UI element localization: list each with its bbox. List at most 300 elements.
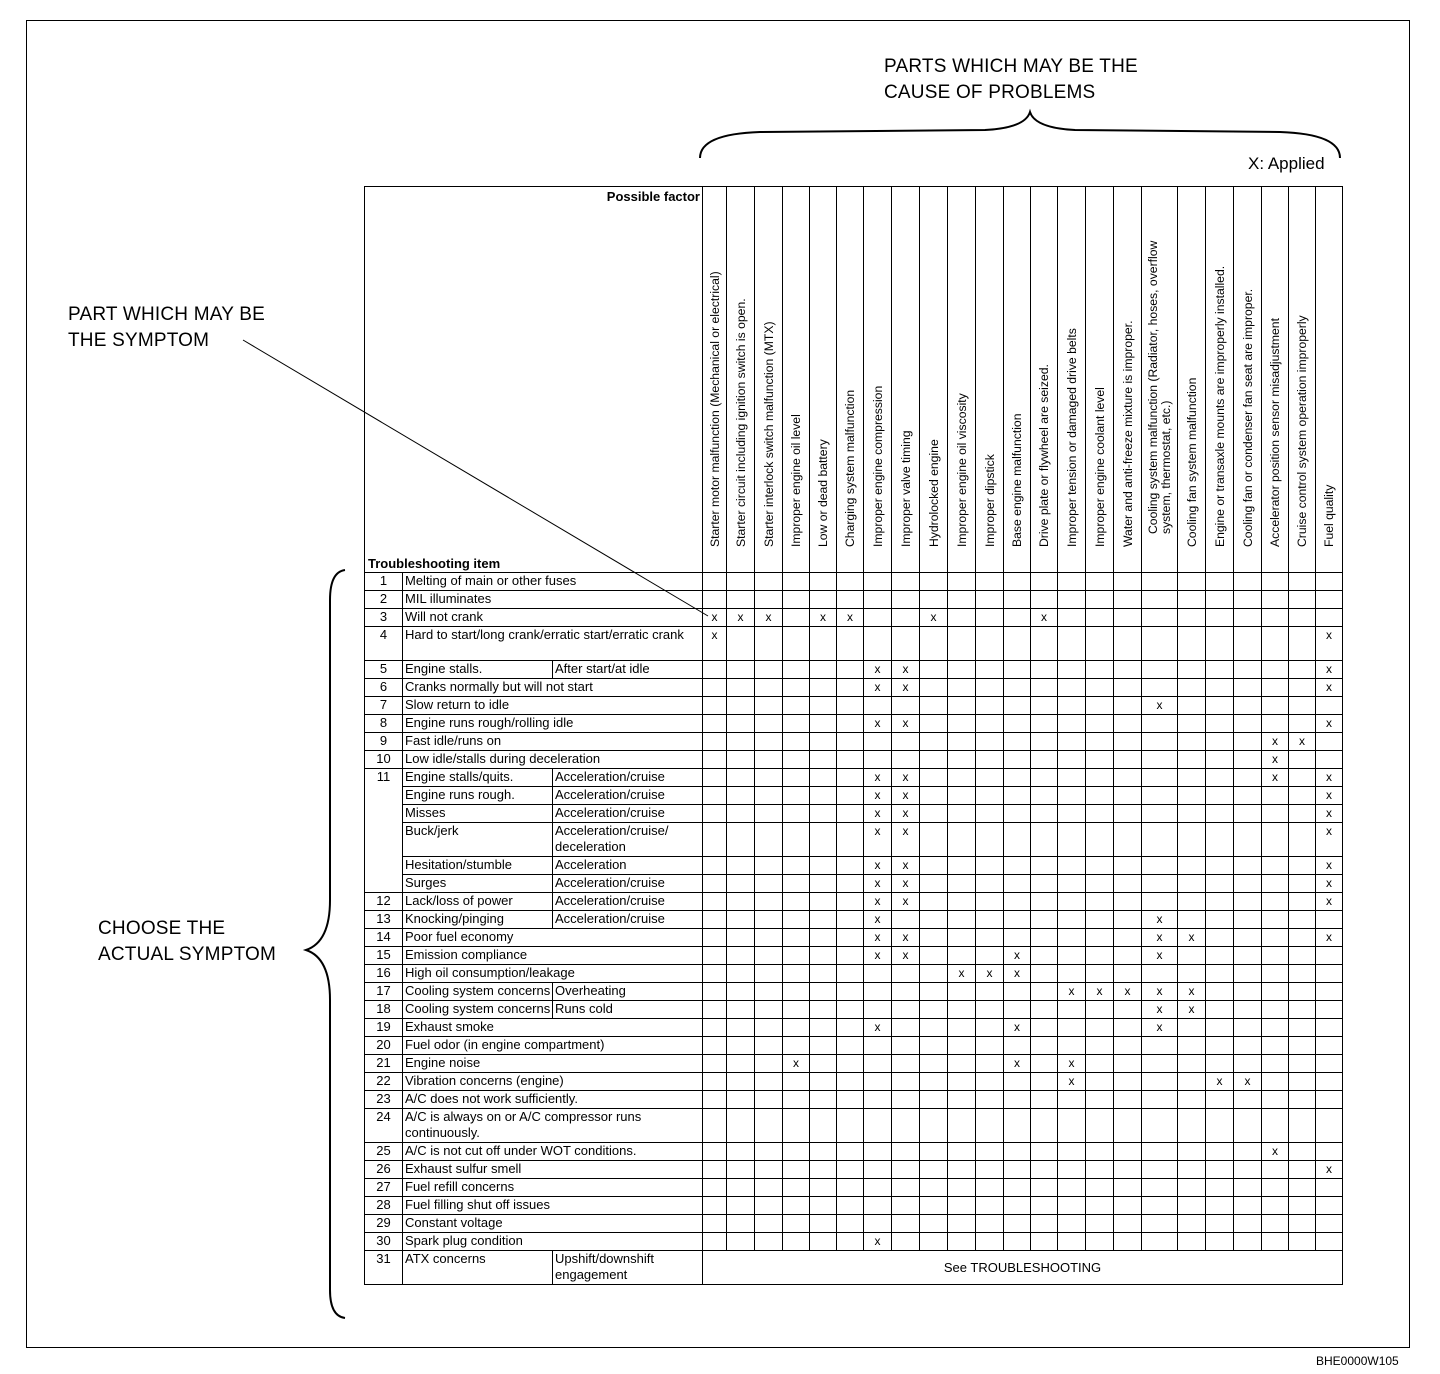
factor-cell [1206, 609, 1234, 627]
factor-cell [1234, 947, 1262, 965]
factor-cell [1234, 679, 1262, 697]
factor-cell [837, 733, 864, 751]
applied-mark: x [1316, 661, 1343, 679]
factor-cell [755, 1143, 783, 1161]
row-number [365, 787, 403, 805]
factor-cell [1031, 661, 1058, 679]
factor-cell [1206, 911, 1234, 929]
factor-cell [1206, 875, 1234, 893]
factor-cell [1289, 1073, 1316, 1091]
applied-mark: x [1142, 929, 1178, 947]
factor-cell [1142, 1073, 1178, 1091]
table-row [365, 1233, 1343, 1251]
row-number: 19 [365, 1019, 403, 1037]
factor-cell [727, 751, 755, 769]
factor-cell [1289, 715, 1316, 733]
row-number: 30 [365, 1233, 403, 1251]
factor-cell [976, 733, 1004, 751]
factor-cell [1114, 823, 1142, 857]
symptom-cell: Surges [403, 875, 553, 893]
factor-cell [1058, 1001, 1086, 1019]
factor-cell [703, 787, 727, 805]
factor-cell [1142, 1179, 1178, 1197]
factor-cell [755, 965, 783, 983]
applied-mark: x [892, 823, 920, 857]
factor-cell [1234, 805, 1262, 823]
row-number: 3 [365, 609, 403, 627]
applied-mark: x [864, 805, 892, 823]
factor-cell [810, 857, 837, 875]
factor-header [1262, 187, 1289, 573]
factor-cell [837, 1109, 864, 1143]
factor-cell [1058, 911, 1086, 929]
parts-brace [700, 112, 1340, 158]
factor-cell [1142, 805, 1178, 823]
condition-cell: Runs cold [553, 1001, 703, 1019]
applied-mark: x [864, 875, 892, 893]
table-row [365, 911, 1343, 929]
factor-cell [1178, 947, 1206, 965]
factor-cell [1086, 769, 1114, 787]
factor-cell [755, 627, 783, 661]
condition-cell: Acceleration/cruise [553, 893, 703, 911]
factor-cell [810, 627, 837, 661]
factor-cell [810, 1161, 837, 1179]
factor-cell [920, 1055, 948, 1073]
applied-mark: x [837, 609, 864, 627]
factor-cell [1114, 1215, 1142, 1233]
factor-cell [892, 911, 920, 929]
row-number: 6 [365, 679, 403, 697]
factor-cell [1289, 1143, 1316, 1161]
factor-cell [703, 911, 727, 929]
factor-cell [1289, 1055, 1316, 1073]
factor-cell [1142, 857, 1178, 875]
factor-cell [727, 1091, 755, 1109]
symptom-cell: Cranks normally but will not start [403, 679, 703, 697]
factor-cell [1086, 1197, 1114, 1215]
factor-cell [837, 805, 864, 823]
factor-cell [948, 1109, 976, 1143]
factor-cell [1289, 1233, 1316, 1251]
factor-header [727, 187, 755, 573]
factor-cell [755, 1055, 783, 1073]
factor-cell [1206, 787, 1234, 805]
applied-mark: x [1142, 947, 1178, 965]
factor-cell [755, 857, 783, 875]
factor-cell [1289, 591, 1316, 609]
factor-cell [1142, 965, 1178, 983]
factor-cell [1058, 1091, 1086, 1109]
factor-cell [1262, 1055, 1289, 1073]
factor-cell [920, 679, 948, 697]
factor-cell [1234, 1091, 1262, 1109]
factor-cell [1086, 875, 1114, 893]
factor-cell [1031, 1197, 1058, 1215]
factor-cell [1234, 1143, 1262, 1161]
factor-cell [1289, 857, 1316, 875]
factor-cell [837, 929, 864, 947]
symptom-cell: Fuel filling shut off issues [403, 1197, 703, 1215]
factor-cell [920, 947, 948, 965]
factor-cell [1142, 1215, 1178, 1233]
symptom-cell: Fast idle/runs on [403, 733, 703, 751]
factor-cell [1206, 929, 1234, 947]
factor-cell [703, 1233, 727, 1251]
factor-cell [892, 1215, 920, 1233]
applied-mark: x [892, 875, 920, 893]
factor-header [1114, 187, 1142, 573]
factor-cell [837, 769, 864, 787]
factor-cell [837, 1055, 864, 1073]
factor-cell [810, 1233, 837, 1251]
factor-cell [976, 1019, 1004, 1037]
factor-cell [1058, 769, 1086, 787]
figure-code: BHE0000W105 [1316, 1354, 1399, 1368]
factor-cell [1234, 1055, 1262, 1073]
applied-mark: x [1178, 1001, 1206, 1019]
factor-cell [1086, 805, 1114, 823]
table-row [365, 965, 1343, 983]
applied-mark: x [703, 609, 727, 627]
factor-cell [783, 965, 810, 983]
factor-cell [755, 805, 783, 823]
factor-cell [1031, 715, 1058, 733]
row-number: 7 [365, 697, 403, 715]
factor-cell [864, 733, 892, 751]
factor-cell [948, 1215, 976, 1233]
factor-cell [703, 733, 727, 751]
factor-cell [1086, 857, 1114, 875]
factor-cell [1262, 857, 1289, 875]
symptom-cell: Engine stalls. [403, 661, 553, 679]
factor-cell [920, 875, 948, 893]
factor-cell [864, 1037, 892, 1055]
factor-cell [1031, 1055, 1058, 1073]
factor-cell [1004, 609, 1031, 627]
applied-mark: x [1316, 679, 1343, 697]
factor-cell [1262, 805, 1289, 823]
factor-cell [755, 1179, 783, 1197]
condition-cell: Acceleration/cruise [553, 875, 703, 893]
factor-cell [783, 1091, 810, 1109]
factor-cell [1031, 1073, 1058, 1091]
factor-cell [1316, 1019, 1343, 1037]
factor-cell [920, 893, 948, 911]
factor-cell [810, 1055, 837, 1073]
factor-cell [1114, 929, 1142, 947]
applied-mark: x [1316, 805, 1343, 823]
table-row [365, 1055, 1343, 1073]
factor-cell [1178, 1179, 1206, 1197]
factor-cell [1178, 805, 1206, 823]
factor-cell [1178, 715, 1206, 733]
factor-cell [892, 573, 920, 591]
factor-cell [1114, 1197, 1142, 1215]
factor-cell [1086, 1233, 1114, 1251]
factor-cell [1114, 965, 1142, 983]
factor-cell [1234, 1001, 1262, 1019]
factor-cell [755, 1161, 783, 1179]
factor-cell [837, 911, 864, 929]
symptom-cell: A/C is always on or A/C compressor runs continuously. [403, 1109, 703, 1143]
factor-cell [837, 983, 864, 1001]
factor-cell [892, 1055, 920, 1073]
factor-cell [703, 591, 727, 609]
factor-cell [920, 857, 948, 875]
factor-cell [920, 573, 948, 591]
factor-cell [727, 805, 755, 823]
factor-cell [727, 1233, 755, 1251]
table-row [365, 661, 1343, 679]
factor-cell [976, 1215, 1004, 1233]
applied-mark: x [1289, 733, 1316, 751]
factor-cell [892, 697, 920, 715]
row-number: 17 [365, 983, 403, 1001]
symptom-cell: Melting of main or other fuses [403, 573, 703, 591]
factor-cell [1206, 965, 1234, 983]
factor-cell [727, 823, 755, 857]
factor-cell [1086, 1091, 1114, 1109]
factor-cell [1114, 857, 1142, 875]
factor-cell [892, 1179, 920, 1197]
symptom-cell: Exhaust smoke [403, 1019, 703, 1037]
factor-cell [948, 1161, 976, 1179]
table-row [365, 929, 1343, 947]
factor-label: Improper engine coolant level [1092, 387, 1107, 547]
factor-cell [783, 1179, 810, 1197]
applied-mark: x [892, 947, 920, 965]
factor-cell [727, 875, 755, 893]
factor-cell [1234, 1197, 1262, 1215]
table-row [365, 1037, 1343, 1055]
factor-cell [1316, 1055, 1343, 1073]
applied-mark: x [1316, 715, 1343, 733]
factor-header [810, 187, 837, 573]
factor-cell [1178, 1037, 1206, 1055]
applied-mark: x [1031, 609, 1058, 627]
factor-cell [727, 1215, 755, 1233]
table-row [365, 823, 1343, 857]
factor-cell [1289, 893, 1316, 911]
factor-cell [1289, 983, 1316, 1001]
applied-mark: x [892, 893, 920, 911]
factor-cell [783, 929, 810, 947]
factor-cell [920, 1197, 948, 1215]
factor-cell [948, 805, 976, 823]
factor-cell [864, 1001, 892, 1019]
applied-mark: x [1262, 751, 1289, 769]
symptom-cell: Constant voltage [403, 1215, 703, 1233]
factor-cell [976, 715, 1004, 733]
row-number: 12 [365, 893, 403, 911]
factor-cell [948, 787, 976, 805]
table-row [365, 983, 1343, 1001]
factor-cell [1206, 805, 1234, 823]
factor-cell [1178, 751, 1206, 769]
factor-cell [1004, 751, 1031, 769]
factor-cell [1142, 787, 1178, 805]
factor-cell [1114, 769, 1142, 787]
factor-cell [1178, 609, 1206, 627]
row-number: 9 [365, 733, 403, 751]
factor-cell [948, 751, 976, 769]
row-number: 13 [365, 911, 403, 929]
factor-cell [976, 947, 1004, 965]
symptom-cell: Will not crank [403, 609, 703, 627]
factor-cell [1031, 929, 1058, 947]
factor-cell [1114, 679, 1142, 697]
factor-cell [920, 787, 948, 805]
factor-cell [1086, 1215, 1114, 1233]
factor-cell [703, 1197, 727, 1215]
factor-cell [948, 1019, 976, 1037]
applied-mark: x [1142, 911, 1178, 929]
factor-cell [920, 1037, 948, 1055]
factor-cell [1114, 573, 1142, 591]
factor-cell [1178, 893, 1206, 911]
factor-cell [1004, 697, 1031, 715]
factor-label: Improper dipstick [982, 454, 997, 547]
factor-cell [1289, 627, 1316, 661]
factor-cell [1262, 573, 1289, 591]
factor-cell [703, 715, 727, 733]
factor-cell [1206, 1091, 1234, 1109]
factor-cell [1058, 1215, 1086, 1233]
factor-cell [1262, 947, 1289, 965]
factor-cell [976, 769, 1004, 787]
factor-cell [783, 893, 810, 911]
factor-cell [864, 983, 892, 1001]
applied-mark: x [864, 787, 892, 805]
factor-cell [1142, 609, 1178, 627]
factor-cell [1114, 911, 1142, 929]
table-row [365, 715, 1343, 733]
factor-cell [1004, 715, 1031, 733]
factor-cell [1004, 627, 1031, 661]
table-row [365, 697, 1343, 715]
table-row [365, 787, 1343, 805]
factor-cell [810, 823, 837, 857]
factor-cell [1086, 787, 1114, 805]
factor-cell [976, 911, 1004, 929]
factor-cell [1058, 697, 1086, 715]
factor-cell [1316, 697, 1343, 715]
factor-cell [976, 751, 1004, 769]
factor-cell [976, 1143, 1004, 1161]
symptom-cell: Cooling system concerns [403, 1001, 553, 1019]
factor-cell [837, 591, 864, 609]
factor-cell [1031, 1143, 1058, 1161]
table-row [365, 1019, 1343, 1037]
row-number: 15 [365, 947, 403, 965]
factor-cell [948, 875, 976, 893]
factor-cell [1086, 715, 1114, 733]
factor-cell [948, 983, 976, 1001]
factor-cell [703, 769, 727, 787]
factor-cell [1206, 1109, 1234, 1143]
choose-line2: ACTUAL SYMPTOM [98, 944, 277, 965]
factor-cell [837, 679, 864, 697]
factor-cell [837, 875, 864, 893]
applied-mark: x [864, 947, 892, 965]
applied-mark: x [703, 627, 727, 661]
factor-header [976, 187, 1004, 573]
factor-label: Base engine malfunction [1010, 413, 1024, 547]
factor-cell [837, 1073, 864, 1091]
factor-header [1058, 187, 1086, 573]
table-row [365, 1091, 1343, 1109]
factor-cell [1142, 769, 1178, 787]
factor-cell [783, 875, 810, 893]
factor-cell [920, 805, 948, 823]
factor-cell [1316, 1109, 1343, 1143]
factor-cell [1316, 1037, 1343, 1055]
table-row [365, 679, 1343, 697]
factor-cell [1289, 1197, 1316, 1215]
factor-cell [1031, 751, 1058, 769]
applied-mark: x [1316, 875, 1343, 893]
factor-cell [783, 733, 810, 751]
table-row [365, 1179, 1343, 1197]
factor-cell [1178, 627, 1206, 661]
factor-cell [1058, 661, 1086, 679]
factor-header [920, 187, 948, 573]
factor-cell [1031, 823, 1058, 857]
factor-cell [1058, 875, 1086, 893]
factor-cell [1142, 751, 1178, 769]
factor-cell [1234, 983, 1262, 1001]
factor-cell [1178, 911, 1206, 929]
factor-cell [1316, 751, 1343, 769]
choose-line1: CHOOSE THE [98, 918, 226, 939]
factor-cell [1234, 591, 1262, 609]
factor-header [755, 187, 783, 573]
factor-cell [1178, 823, 1206, 857]
applied-mark: x [1058, 983, 1086, 1001]
factor-cell [1206, 769, 1234, 787]
symptom-cell: Hard to start/long crank/erratic start/erratic crank [403, 627, 703, 661]
table-row [365, 1161, 1343, 1179]
factor-cell [727, 769, 755, 787]
factor-cell [948, 1055, 976, 1073]
factor-cell [1289, 911, 1316, 929]
factor-cell [837, 787, 864, 805]
factor-cell [892, 983, 920, 1001]
factor-cell [1086, 929, 1114, 947]
applied-mark: x [892, 679, 920, 697]
applied-mark: x [1004, 1019, 1031, 1037]
factor-cell [727, 573, 755, 591]
factor-cell [1289, 751, 1316, 769]
factor-cell [755, 769, 783, 787]
factor-cell [755, 1215, 783, 1233]
factor-cell [1234, 715, 1262, 733]
factor-header [1206, 187, 1234, 573]
factor-cell [703, 1019, 727, 1037]
factor-cell [864, 573, 892, 591]
factor-cell [1316, 911, 1343, 929]
factor-cell [1206, 857, 1234, 875]
factor-cell [1058, 787, 1086, 805]
factor-header [1289, 187, 1316, 573]
applied-mark: x [1142, 1001, 1178, 1019]
factor-cell [783, 857, 810, 875]
factor-cell [1262, 1233, 1289, 1251]
factor-cell [1289, 697, 1316, 715]
factor-cell [1004, 983, 1031, 1001]
troubleshooting-item-label: Troubleshooting item [368, 556, 501, 571]
